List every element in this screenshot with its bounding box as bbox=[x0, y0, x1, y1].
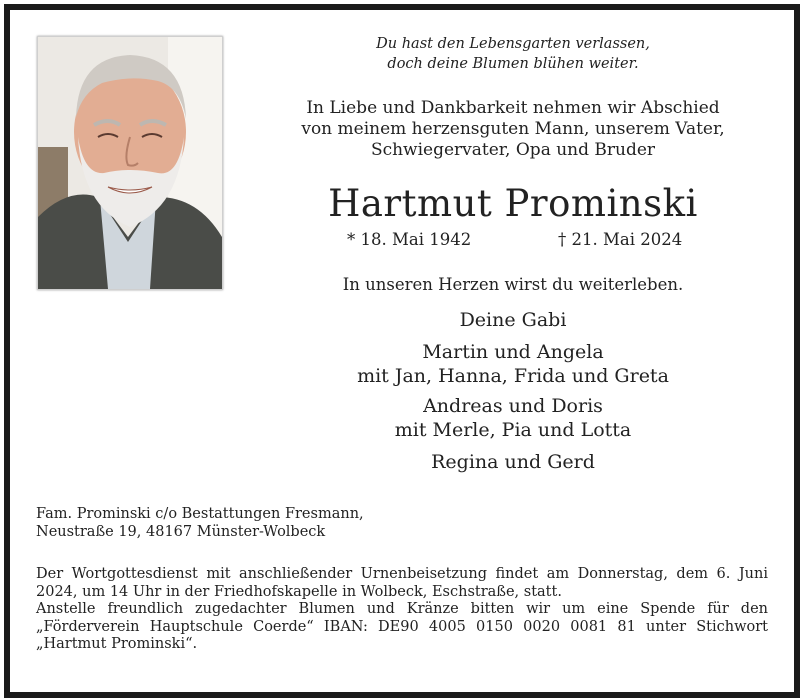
mourner-children: mit Jan, Hanna, Frida und Greta bbox=[357, 365, 669, 387]
portrait-photo bbox=[37, 36, 223, 290]
mourner-couple: Andreas und Doris bbox=[423, 395, 603, 417]
motto bbox=[240, 34, 786, 74]
mourner-children: mit Merle, Pia und Lotta bbox=[394, 419, 632, 441]
farewell-line: In unseren Herzen wirst du weiterleben. bbox=[342, 275, 684, 294]
intro-line: In Liebe und Dankbarkeit nehmen wir Abschied bbox=[306, 98, 720, 118]
mourner-group bbox=[240, 340, 786, 388]
contact-address bbox=[36, 506, 768, 541]
obituary-card bbox=[4, 4, 800, 698]
intro-text bbox=[240, 98, 786, 161]
address-line: Fam. Prominski c/o Bestattungen Fresmann, bbox=[36, 506, 364, 522]
address-line: Neustraße 19, 48167 Münster-Wolbeck bbox=[36, 523, 326, 540]
service-info bbox=[36, 566, 768, 654]
motto-line: doch deine Blumen blühen weiter. bbox=[387, 56, 639, 72]
mourner-wife: Deine Gabi bbox=[459, 309, 567, 331]
donation-text: Anstelle freundlich zugedachter Blumen und Kränze bitten wir um eine Spende für den „Förderverein Hauptschule Coerde“ IBAN: DE90 4005 0150 0020 0081 81 unter Stichwort „Hartmut Prominski“. bbox=[36, 601, 768, 652]
intro-line: von meinem herzensguten Mann, unserem Vater, bbox=[301, 119, 725, 139]
mourner-couple: Martin und Angela bbox=[422, 341, 604, 363]
service-text: Der Wortgottesdienst mit anschließender Urnenbeisetzung findet am Donnerstag, dem 6. Juni 2024, um 14 Uhr in der Friedhofskapelle in Wolbeck, Eschstraße, statt. bbox=[36, 566, 768, 600]
life-dates bbox=[240, 230, 786, 254]
mourner-group bbox=[240, 394, 786, 442]
mourner-couple: Regina und Gerd bbox=[431, 451, 595, 473]
death-date: † 21. Mai 2024 bbox=[558, 230, 683, 249]
birth-date: * 18. Mai 1942 bbox=[347, 230, 472, 249]
deceased-name: Hartmut Prominski bbox=[328, 182, 698, 225]
intro-line: Schwiegervater, Opa und Bruder bbox=[370, 140, 656, 160]
motto-line: Du hast den Lebensgarten verlassen, bbox=[376, 36, 650, 52]
